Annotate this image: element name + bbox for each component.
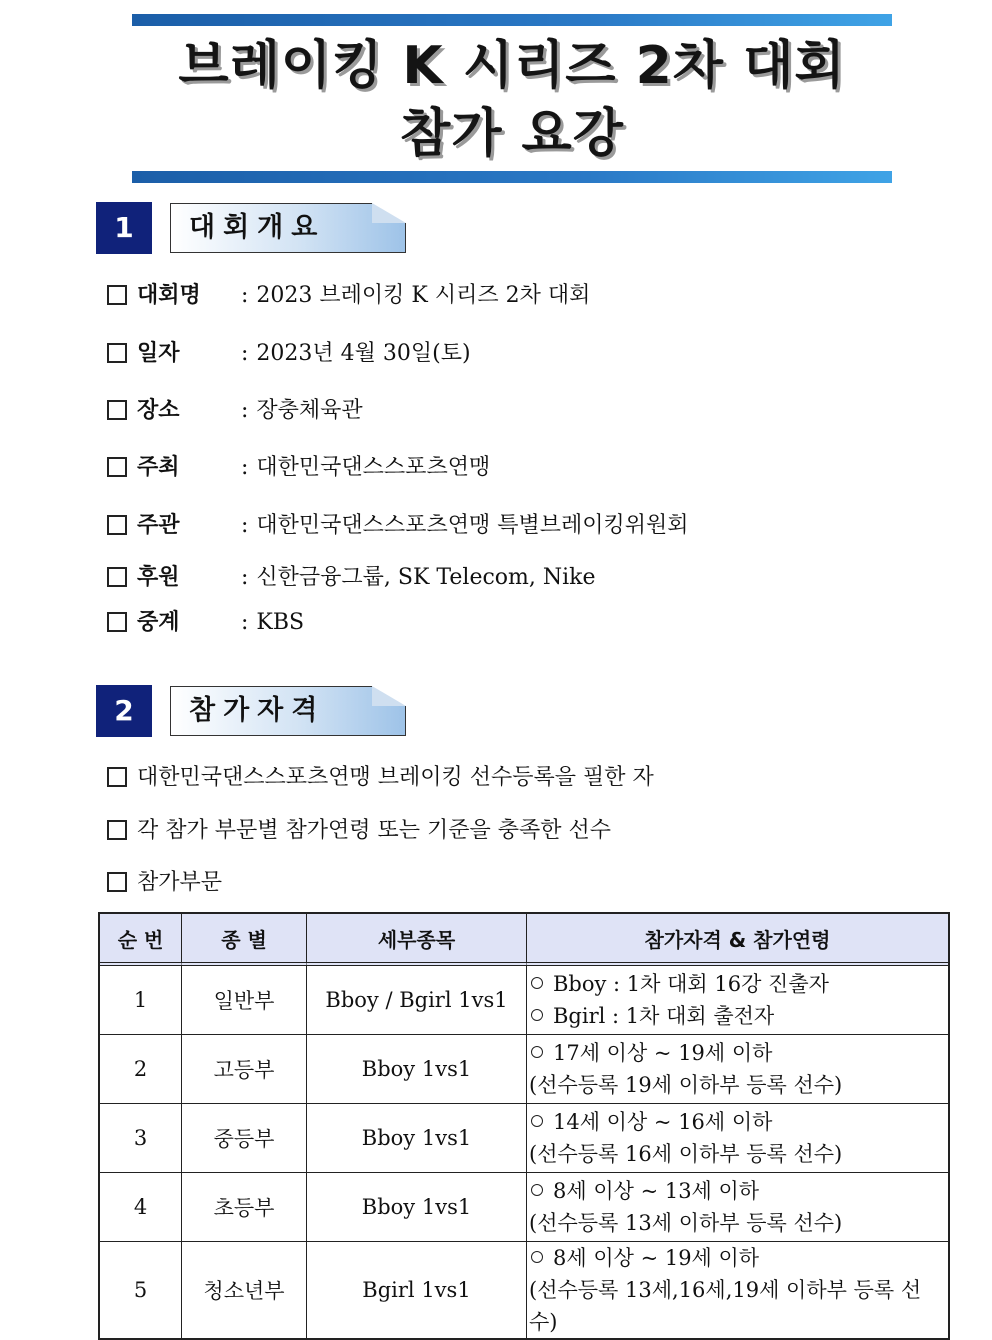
colon: : [241, 283, 249, 308]
checkbox-icon [107, 872, 127, 892]
eligibility-text: 각 참가 부문별 참가연령 또는 기준을 충족한 선수 [137, 818, 611, 843]
cell-category: 청소년부 [182, 1242, 307, 1338]
section-2-heading-box [170, 686, 406, 736]
header-no: 순 번 [100, 914, 182, 966]
header-category: 종 별 [182, 914, 307, 966]
checkbox-icon [107, 567, 127, 587]
checkbox-icon [107, 285, 127, 305]
checkbox-icon [107, 343, 127, 363]
overview-label: 일자 [137, 341, 180, 366]
cell-eligibility [527, 1173, 948, 1242]
cell-category: 중등부 [182, 1104, 307, 1173]
table-row [100, 1173, 948, 1242]
overview-value: 장충체육관 [256, 398, 363, 423]
eligibility-line-1: Bboy : 1차 대회 16강 진출자 [553, 972, 829, 996]
cell-category: 고등부 [182, 1035, 307, 1104]
cell-eligibility [527, 1104, 948, 1173]
cell-no: 2 [100, 1035, 182, 1104]
eligibility-text: 대한민국댄스스포츠연맹 브레이킹 선수등록을 필한 자 [137, 765, 654, 790]
overview-value: 2023 브레이킹 K 시리즈 2차 대회 [256, 283, 591, 308]
overview-item [107, 339, 471, 369]
overview-label: 대회명 [137, 283, 201, 308]
table-header-row [100, 914, 948, 966]
title-bottom-bar [132, 171, 892, 183]
cell-eligibility [527, 1242, 948, 1338]
overview-item [107, 281, 590, 311]
colon: : [241, 565, 249, 590]
eligibility-line-1: 14세 이상 ~ 16세 이하 [553, 1110, 773, 1134]
overview-label: 장소 [137, 398, 180, 423]
section-2-heading: 참가자격 [189, 695, 326, 726]
eligibility-line-2: (선수등록 16세 이하부 등록 선수) [529, 1142, 843, 1166]
cell-eligibility [527, 966, 948, 1035]
eligibility-line-2: (선수등록 13세,16세,19세 이하부 등록 선수) [529, 1278, 922, 1334]
checkbox-icon [107, 767, 127, 787]
eligibility-text: 참가부문 [137, 870, 223, 895]
eligibility-line-2: (선수등록 19세 이하부 등록 선수) [529, 1073, 843, 1097]
circle-bullet-icon [531, 1009, 543, 1021]
eligibility-item [107, 816, 611, 846]
cell-event: Bboy 1vs1 [307, 1104, 527, 1173]
table-body [100, 966, 948, 1338]
eligibility-item [107, 763, 654, 793]
overview-value: KBS [256, 610, 305, 635]
cell-eligibility [527, 1035, 948, 1104]
circle-bullet-icon [531, 1251, 543, 1263]
cell-event: Bboy 1vs1 [307, 1173, 527, 1242]
title-top-bar [132, 14, 892, 26]
colon: : [241, 398, 249, 423]
circle-bullet-icon [531, 1115, 543, 1127]
table-row [100, 1104, 948, 1173]
folded-corner [372, 686, 406, 706]
overview-item [107, 608, 304, 638]
circle-bullet-icon [531, 1184, 543, 1196]
section-1-heading-box [170, 203, 406, 253]
overview-value: 대한민국댄스스포츠연맹 특별브레이킹위원회 [256, 513, 689, 538]
table-row [100, 1242, 948, 1338]
header-event: 세부종목 [307, 914, 527, 966]
cell-event: Bboy 1vs1 [307, 1035, 527, 1104]
eligibility-item [107, 868, 222, 898]
cell-no: 5 [100, 1242, 182, 1338]
cell-event: Bgirl 1vs1 [307, 1242, 527, 1338]
circle-bullet-icon [531, 977, 543, 989]
overview-label: 주최 [137, 455, 180, 480]
checkbox-icon [107, 515, 127, 535]
eligibility-line-1: 8세 이상 ~ 13세 이하 [553, 1179, 760, 1203]
table-row [100, 966, 948, 1035]
colon: : [241, 455, 249, 480]
eligibility-line-2: (선수등록 13세 이하부 등록 선수) [529, 1211, 843, 1235]
section-1-heading: 대회개요 [189, 212, 326, 243]
overview-value: 대한민국댄스스포츠연맹 [256, 455, 491, 480]
section-1-number: 1 [96, 202, 152, 254]
overview-item [107, 396, 363, 426]
cell-category: 초등부 [182, 1173, 307, 1242]
overview-label: 주관 [137, 513, 180, 538]
colon: : [241, 341, 249, 366]
cell-category: 일반부 [182, 966, 307, 1035]
table-row [100, 1035, 948, 1104]
overview-label: 중계 [137, 610, 180, 635]
page-title: 브레이킹 K 시리즈 2차 대회 [178, 36, 846, 96]
colon: : [241, 513, 249, 538]
eligibility-line-2: Bgirl : 1차 대회 출전자 [553, 1004, 775, 1028]
checkbox-icon [107, 612, 127, 632]
cell-no: 3 [100, 1104, 182, 1173]
cell-event: Bboy / Bgirl 1vs1 [307, 966, 527, 1035]
cell-no: 4 [100, 1173, 182, 1242]
cell-no: 1 [100, 966, 182, 1035]
page-subtitle: 참가 요강 [399, 104, 625, 164]
checkbox-icon [107, 820, 127, 840]
eligibility-line-1: 8세 이상 ~ 19세 이하 [553, 1246, 760, 1270]
overview-item [107, 453, 490, 483]
overview-label: 후원 [137, 565, 180, 590]
eligibility-line-1: 17세 이상 ~ 19세 이하 [553, 1041, 773, 1065]
circle-bullet-icon [531, 1046, 543, 1058]
overview-item [107, 563, 596, 593]
colon: : [241, 610, 249, 635]
section-2-number: 2 [96, 685, 152, 737]
folded-corner [372, 203, 406, 223]
checkbox-icon [107, 457, 127, 477]
divisions-table [98, 912, 950, 1340]
overview-value: 신한금융그룹, SK Telecom, Nike [256, 565, 596, 590]
checkbox-icon [107, 400, 127, 420]
overview-value: 2023년 4월 30일(토) [256, 341, 471, 366]
overview-item [107, 511, 688, 541]
header-eligibility: 참가자격 & 참가연령 [527, 914, 948, 966]
